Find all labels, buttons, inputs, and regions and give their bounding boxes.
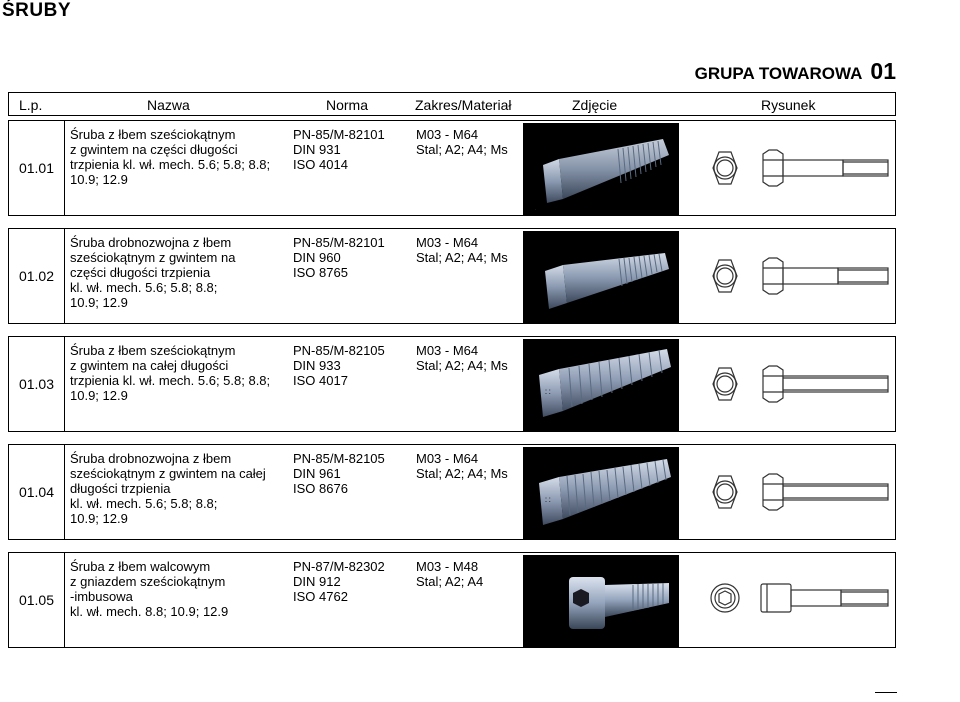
bolt-photo: [523, 447, 679, 539]
row-standard: PN-87/M-82302 DIN 912 ISO 4762: [293, 559, 385, 604]
row-standard: PN-85/M-82101 DIN 931 ISO 4014: [293, 127, 385, 172]
svg-text:∷: ∷: [545, 387, 551, 397]
table-row: [8, 444, 896, 540]
bolt-photo: [523, 339, 679, 431]
row-number: 01.01: [9, 121, 65, 215]
header-nazwa: Nazwa: [147, 97, 190, 113]
bolt-photo: [523, 123, 679, 215]
svg-text:∷: ∷: [545, 495, 551, 505]
table-row: [8, 552, 896, 648]
row-material: M03 - M64 Stal; A2; A4; Ms: [416, 127, 508, 157]
svg-text:·: ·: [535, 207, 537, 212]
bolt-drawing: [685, 553, 897, 647]
header-norma: Norma: [326, 97, 369, 113]
table-row: [8, 228, 896, 324]
header-zdjecie: Zdjęcie: [572, 97, 618, 113]
header-material: Zakres/Materiał: [415, 97, 512, 113]
group-label: GRUPA TOWAROWA: [694, 64, 863, 83]
table-row: [8, 120, 896, 216]
row-standard: PN-85/M-82101 DIN 960 ISO 8765: [293, 235, 385, 280]
row-number: 01.03: [9, 337, 65, 431]
table-header: [8, 92, 896, 116]
row-material: M03 - M48 Stal; A2; A4: [416, 559, 484, 589]
row-standard: PN-85/M-82105 DIN 961 ISO 8676: [293, 451, 385, 496]
row-number: 01.02: [9, 229, 65, 323]
product-group-heading: [695, 58, 896, 85]
row-material: M03 - M64 Stal; A2; A4; Ms: [416, 235, 508, 265]
bolt-drawing: [685, 121, 897, 215]
row-name: Śruba z łbem sześciokątnym z gwintem na całej długości trzpienia kl. wł. mech. 5.6; 5.8; 8.8; 10.9; 12.9: [70, 343, 271, 403]
bolt-drawing: [685, 337, 897, 431]
group-number: 01: [870, 58, 896, 84]
bolt-photo: [523, 231, 679, 323]
row-number: 01.05: [9, 553, 65, 647]
bolt-drawing: [685, 445, 897, 539]
row-name: Śruba z łbem sześciokątnym z gwintem na części długości trzpienia kl. wł. mech. 5.6; 5.8; 8.8; 10.9; 12.9: [70, 127, 271, 187]
page-corner-mark: [875, 692, 897, 693]
row-name: Śruba drobnozwojna z łbem sześciokątnym z gwintem na części długości trzpienia kl. wł. mech. 5.6; 5.8; 8.8; 10.9; 12.9: [70, 235, 236, 310]
row-material: M03 - M64 Stal; A2; A4; Ms: [416, 451, 508, 481]
row-material: M03 - M64 Stal; A2; A4; Ms: [416, 343, 508, 373]
bolt-drawing: [685, 229, 897, 323]
header-lp: L.p.: [19, 97, 43, 113]
header-rysunek: Rysunek: [761, 97, 816, 113]
table-row: [8, 336, 896, 432]
row-standard: PN-85/M-82105 DIN 933 ISO 4017: [293, 343, 385, 388]
row-name: Śruba drobnozwojna z łbem sześciokątnym z gwintem na całej długości trzpienia kl. wł. mech. 5.6; 5.8; 8.8; 10.9; 12.9: [70, 451, 266, 526]
page-title: ŚRUBY: [2, 0, 72, 21]
row-number: 01.04: [9, 445, 65, 539]
bolt-photo: [523, 555, 679, 647]
row-name: Śruba z łbem walcowym z gniazdem sześciokątnym -imbusowa kl. wł. mech. 8.8; 10.9; 12.9: [70, 559, 229, 619]
